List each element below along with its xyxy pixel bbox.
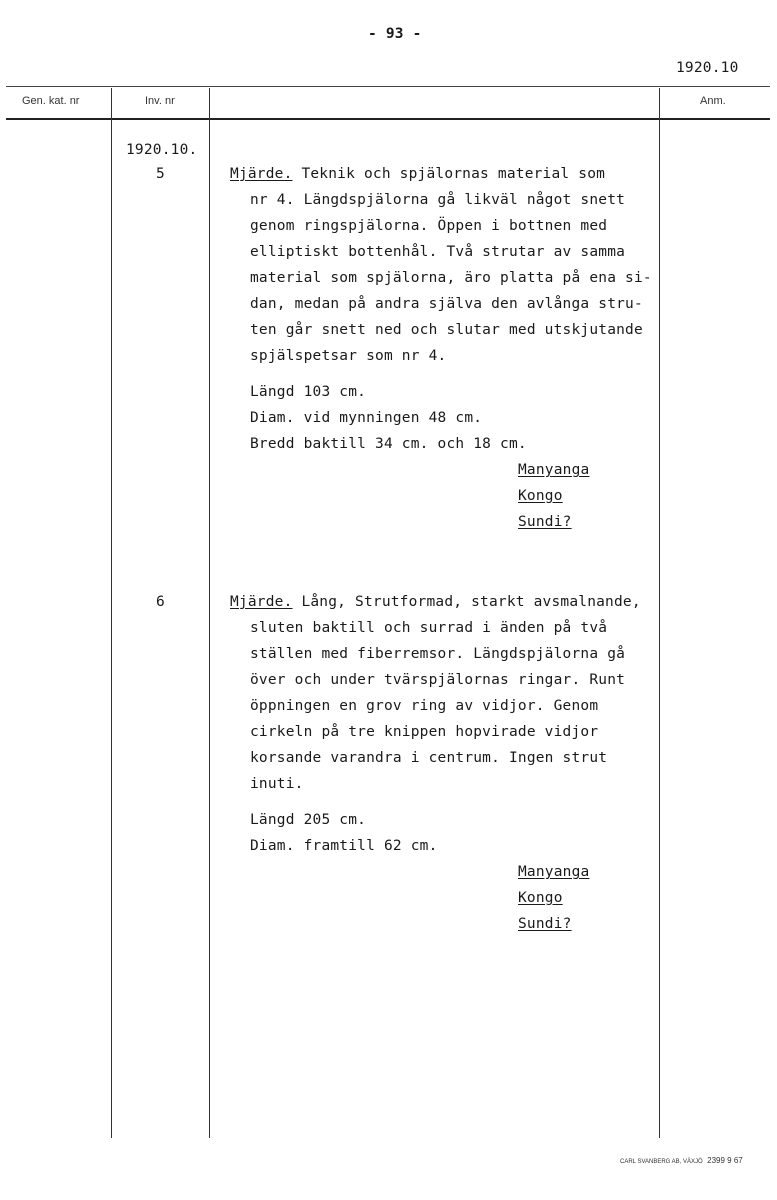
provenance-region: Kongo bbox=[518, 488, 563, 504]
page-number: - 93 - bbox=[368, 26, 422, 42]
entry-text-line: material som spjälorna, äro platta på ena si- bbox=[250, 270, 652, 286]
column-divider-inv-text bbox=[209, 88, 210, 1138]
entry-text-line: över och under tvärspjälornas ringar. Runt bbox=[250, 672, 626, 688]
entry-text-line: dan, medan på andra själva den avlånga stru- bbox=[250, 296, 643, 312]
entry-text-line: Teknik och spjälornas material som bbox=[292, 166, 606, 182]
entry-text-line: nr 4. Längdspjälorna gå likväl något snett bbox=[250, 192, 626, 208]
form-code: 2399 9 67 bbox=[707, 1156, 743, 1165]
entry-measure: Diam. vid mynningen 48 cm. bbox=[250, 410, 483, 426]
entry-text-line: elliptiskt bottenhål. Två strutar av samma bbox=[250, 244, 626, 260]
entry-text-line: sluten baktill och surrad i änden på två bbox=[250, 620, 608, 636]
inv-group-number: 1920.10. bbox=[126, 142, 198, 158]
provenance-place: Manyanga bbox=[518, 462, 590, 478]
column-header-anm: Anm. bbox=[700, 95, 726, 107]
printer-imprint bbox=[620, 1156, 743, 1165]
entry-measure: Bredd baktill 34 cm. och 18 cm. bbox=[250, 436, 527, 452]
column-divider-text-anm bbox=[659, 88, 660, 1138]
entry-text-line: ten går snett ned och slutar med utskjutande bbox=[250, 322, 643, 338]
inv-number: 6 bbox=[156, 594, 165, 610]
entry-text-line: inuti. bbox=[250, 776, 304, 792]
column-divider-gen-inv bbox=[111, 88, 112, 1138]
entry-first-line bbox=[230, 594, 641, 610]
entry-measure: Diam. framtill 62 cm. bbox=[250, 838, 438, 854]
provenance-people: Sundi? bbox=[518, 916, 572, 932]
provenance-people: Sundi? bbox=[518, 514, 572, 530]
entry-text-line: genom ringspjälorna. Öppen i bottnen med bbox=[250, 218, 608, 234]
entry-text-line: öppningen en grov ring av vidjor. Genom bbox=[250, 698, 599, 714]
entry-text-line: korsande varandra i centrum. Ingen strut bbox=[250, 750, 608, 766]
entry-measure: Längd 205 cm. bbox=[250, 812, 367, 828]
inv-number: 5 bbox=[156, 166, 165, 182]
column-header-gen-kat: Gen. kat. nr bbox=[22, 95, 80, 107]
entry-measure: Längd 103 cm. bbox=[250, 384, 367, 400]
provenance-place: Manyanga bbox=[518, 864, 590, 880]
ref-top-right: 1920.10 bbox=[676, 60, 739, 76]
header-bottom-rule bbox=[6, 118, 770, 120]
entry-text-line: cirkeln på tre knippen hopvirade vidjor bbox=[250, 724, 599, 740]
entry-first-line bbox=[230, 166, 605, 182]
entry-text-line: spjälspetsar som nr 4. bbox=[250, 348, 447, 364]
column-header-inv: Inv. nr bbox=[145, 95, 175, 107]
entry-text-line: Lång, Strutformad, starkt avsmalnande, bbox=[292, 594, 641, 610]
header-top-rule bbox=[6, 86, 770, 87]
printer-name: CARL SVANBERG AB, VÄXJÖ bbox=[620, 1159, 703, 1165]
provenance-region: Kongo bbox=[518, 890, 563, 906]
entry-title: Mjärde. bbox=[230, 166, 293, 182]
entry-text-line: ställen med fiberremsor. Längdspjälorna gå bbox=[250, 646, 626, 662]
entry-title: Mjärde. bbox=[230, 594, 293, 610]
